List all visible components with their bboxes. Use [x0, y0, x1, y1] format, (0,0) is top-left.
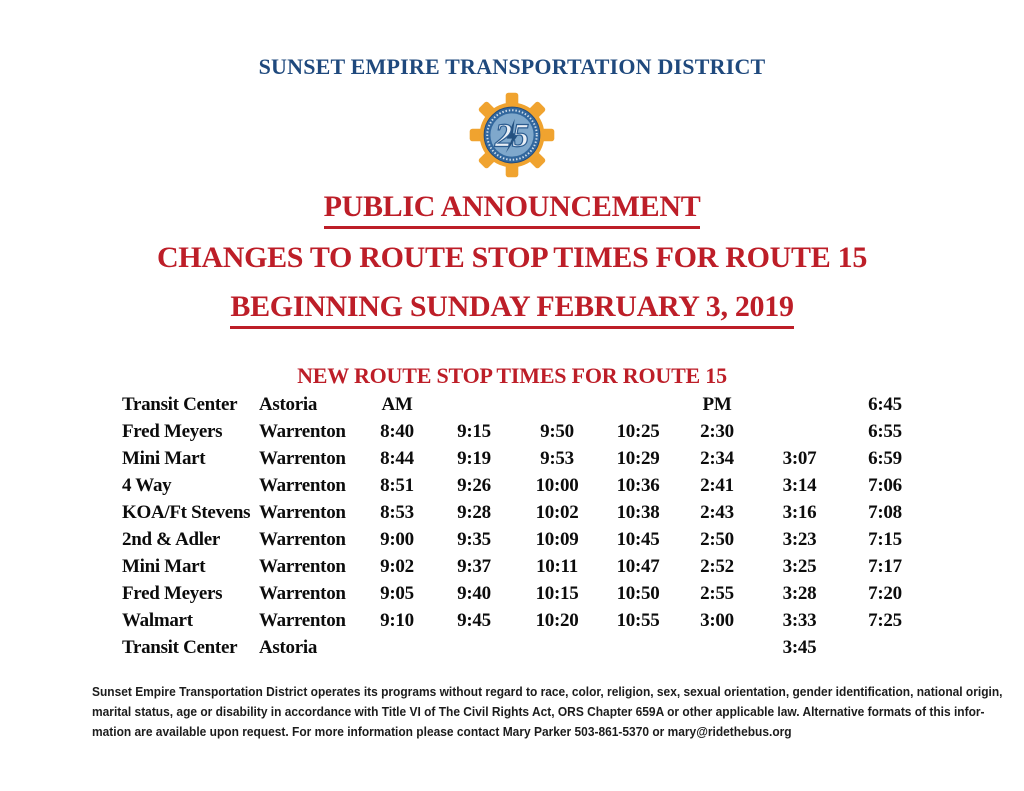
time-cell: AM: [381, 393, 413, 415]
city-cell: Astoria: [259, 636, 318, 658]
table-row: [122, 445, 934, 472]
table-row: [122, 553, 934, 580]
announcement-title: [0, 190, 1024, 229]
table-row: [122, 634, 934, 661]
stop-name-cell: 2nd & Adler: [122, 528, 221, 550]
time-cell: 9:28: [457, 501, 491, 523]
table-row: [122, 526, 934, 553]
time-cell: 9:35: [457, 528, 491, 550]
stop-name-cell: Mini Mart: [122, 447, 206, 469]
city-cell: Warrenton: [259, 528, 346, 550]
time-cell: 8:51: [380, 474, 414, 496]
time-cell: 7:20: [868, 582, 902, 604]
time-cell: 3:45: [782, 636, 817, 658]
schedule-table: [122, 391, 934, 661]
time-cell: 9:45: [457, 609, 491, 631]
time-cell: 10:36: [616, 474, 660, 496]
stop-name-cell: KOA/Ft Stevens: [122, 501, 251, 523]
schedule-title: NEW ROUTE STOP TIMES FOR ROUTE 15: [297, 363, 727, 388]
time-cell: 9:50: [540, 420, 574, 442]
city-cell: Astoria: [259, 393, 318, 415]
time-cell: 8:44: [380, 447, 414, 469]
time-cell: 10:38: [616, 501, 660, 523]
table-row: [122, 391, 934, 418]
time-cell: 9:15: [457, 420, 491, 442]
time-cell: 3:25: [782, 555, 817, 577]
time-cell: 3:23: [782, 528, 817, 550]
stop-name-cell: Mini Mart: [122, 555, 206, 577]
anniversary-logo: [464, 90, 560, 180]
table-row: [122, 580, 934, 607]
time-cell: 10:00: [535, 474, 579, 496]
time-cell: 9:19: [457, 447, 491, 469]
time-cell: 6:55: [868, 420, 902, 442]
time-cell: 2:50: [700, 528, 734, 550]
time-cell: 9:40: [457, 582, 491, 604]
org-title: SUNSET EMPIRE TRANSPORTATION DISTRICT: [258, 54, 766, 79]
time-cell: 10:29: [616, 447, 660, 469]
time-cell: 9:00: [380, 528, 414, 550]
time-cell: 10:47: [616, 555, 660, 577]
city-cell: Warrenton: [259, 501, 346, 523]
city-cell: Warrenton: [259, 609, 346, 631]
anniversary-number: 25: [494, 117, 530, 155]
stop-name-cell: Transit Center: [122, 636, 238, 658]
footer-line: Sunset Empire Transportation District operates its programs without regard to race, color, religion, sex, sexual orientation, gender identification, national origin,: [92, 684, 1003, 699]
announcement-date-text: BEGINNING SUNDAY FEBRUARY 3, 2019: [230, 290, 793, 329]
time-cell: 9:53: [540, 447, 574, 469]
time-cell: 9:10: [380, 609, 414, 631]
time-cell: 10:15: [535, 582, 579, 604]
time-cell: 2:52: [700, 555, 734, 577]
time-cell: 9:26: [457, 474, 491, 496]
time-cell: 3:14: [782, 474, 817, 496]
time-cell: 2:43: [700, 501, 734, 523]
table-row: [122, 472, 934, 499]
time-cell: 2:30: [700, 420, 734, 442]
stop-name-cell: Transit Center: [122, 393, 238, 415]
time-cell: 10:45: [616, 528, 660, 550]
time-cell: 7:15: [868, 528, 902, 550]
time-cell: 3:28: [782, 582, 817, 604]
time-cell: 3:33: [782, 609, 817, 631]
time-cell: 6:59: [868, 447, 902, 469]
announcement-subtitle-text: CHANGES TO ROUTE STOP TIMES FOR ROUTE 15: [156, 241, 868, 274]
time-cell: 2:34: [700, 447, 734, 469]
time-cell: 3:16: [782, 501, 817, 523]
announcement-date: [0, 290, 1024, 329]
city-cell: Warrenton: [259, 474, 346, 496]
time-cell: PM: [702, 393, 732, 415]
gear-25-icon: [464, 90, 560, 180]
table-row: [122, 607, 934, 634]
time-cell: 9:05: [380, 582, 414, 604]
time-cell: 3:00: [700, 609, 734, 631]
time-cell: 7:08: [868, 501, 902, 523]
city-cell: Warrenton: [259, 582, 346, 604]
announcement-title-text: PUBLIC ANNOUNCEMENT: [324, 190, 701, 229]
time-cell: 10:09: [535, 528, 579, 550]
time-cell: 10:20: [535, 609, 579, 631]
city-cell: Warrenton: [259, 555, 346, 577]
time-cell: 2:55: [700, 582, 734, 604]
footer-line: mation are available upon request. For more information please contact Mary Parker 503-861-5370 or mary@ridethebus.org: [92, 724, 792, 739]
table-row: [122, 499, 934, 526]
time-cell: 10:25: [616, 420, 660, 442]
stop-name-cell: Walmart: [122, 609, 193, 631]
time-cell: 6:45: [868, 393, 902, 415]
table-row: [122, 418, 934, 445]
time-cell: 10:02: [535, 501, 579, 523]
time-cell: 8:53: [380, 501, 414, 523]
announcement-subtitle: [0, 241, 1024, 275]
stop-name-cell: Fred Meyers: [122, 420, 223, 442]
stop-name-cell: 4 Way: [122, 474, 172, 496]
city-cell: Warrenton: [259, 420, 346, 442]
time-cell: 8:40: [380, 420, 414, 442]
city-cell: Warrenton: [259, 447, 346, 469]
footer-line: marital status, age or disability in accordance with Title VI of The Civil Rights Act, ORS Chapter 659A or other applicable law. Alternative formats of this infor-: [92, 704, 985, 719]
time-cell: 10:11: [536, 555, 578, 577]
time-cell: 9:02: [380, 555, 414, 577]
time-cell: 3:07: [782, 447, 817, 469]
time-cell: 7:25: [868, 609, 902, 631]
time-cell: 2:41: [700, 474, 734, 496]
time-cell: 7:06: [868, 474, 902, 496]
stop-name-cell: Fred Meyers: [122, 582, 223, 604]
footer-legal: [92, 682, 1012, 742]
time-cell: 7:17: [868, 555, 902, 577]
time-cell: 10:55: [616, 609, 660, 631]
time-cell: 9:37: [457, 555, 491, 577]
time-cell: 10:50: [616, 582, 660, 604]
